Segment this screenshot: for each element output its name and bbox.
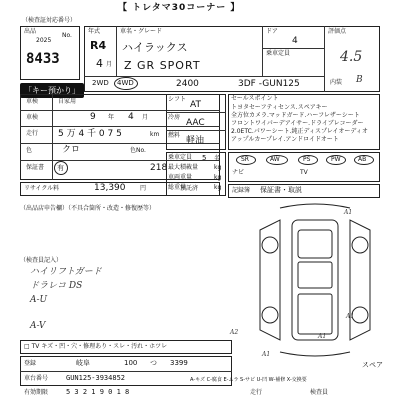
shaken-year-unit: 年 — [108, 114, 115, 121]
lot-year: 2025 — [36, 37, 52, 44]
reg-label: 登録 — [24, 360, 37, 367]
ac-value: AAC — [186, 118, 205, 128]
name-label: 車名・グレード — [120, 28, 163, 35]
drive-4wd: 4WD — [117, 79, 134, 87]
shift-value: AT — [190, 100, 201, 110]
equip-aw-label: AW — [270, 156, 280, 163]
year-value: R4 — [90, 39, 107, 52]
reg-kana: つ — [150, 359, 157, 367]
hand-note: ドラレコ DS — [30, 281, 83, 291]
interior-value: B — [356, 75, 363, 85]
lot-number: 8433 — [26, 51, 60, 67]
damage-mark: A1 — [262, 351, 271, 358]
mileage-unit: km — [150, 131, 160, 138]
weight-label: 車両重量 — [168, 174, 193, 181]
av-note: A-V — [30, 321, 46, 331]
tv-label: TV — [300, 169, 308, 176]
reg-class: 100 — [124, 359, 138, 367]
lot-no-label: No. — [62, 32, 72, 39]
door-label: ドア — [266, 28, 278, 35]
spare-label: スペア — [362, 361, 383, 369]
interior-label: 内装 — [330, 79, 343, 86]
records-box — [228, 184, 380, 198]
nav-label: ナビ — [232, 169, 245, 176]
fuel-value: 軽油 — [186, 136, 205, 146]
door-value: 4 — [292, 36, 298, 46]
page-header-title: 【 トレタマ30コーナー 】 — [118, 3, 241, 13]
month-value: 4 — [96, 57, 103, 70]
selling-point-line: 全方位カメラ.マッドガード.ハーフレザーシート — [231, 112, 360, 119]
mileage-value: 5 万 4 千 0 7 5 — [58, 129, 122, 139]
damage-mark: A1 — [346, 313, 355, 320]
damage-mark: A1 — [318, 333, 327, 340]
insurance-label: 保証書 — [26, 164, 45, 171]
chassis-label: 車台番号 — [24, 375, 49, 382]
chassis-value: GUN125-3934852 — [66, 374, 126, 382]
hand-note: ハイリフトガード — [30, 267, 102, 277]
bottom-mileage-label: 走行 — [250, 389, 263, 396]
mileage-label: 走行 — [26, 130, 39, 137]
recycle-value: 13,390 — [94, 183, 126, 193]
lot-venue-label: 出品 — [24, 28, 37, 35]
car-damage-diagram — [240, 200, 390, 370]
owner-note-label: （出品店申告欄）（不具合箇所・改造・修復歴等） — [20, 205, 156, 212]
damage-mark: A2 — [230, 329, 239, 336]
selling-point-line: アップルカープレイ.アンドロイドオート — [231, 136, 339, 143]
damage-legend: A-キズ C-腐食 E-ムラ S-サビ U-凹 W-補修 X-交換要 — [190, 377, 307, 383]
selling-point-line: トヨタセーフティセンス.スペアキー — [231, 104, 328, 111]
records-value: 保証書・取説 — [260, 186, 302, 194]
top-note: （検査証対応番号） — [22, 17, 77, 24]
hand-note: A-U — [30, 295, 48, 305]
insurance-value: 有 — [57, 164, 64, 172]
shaken-value: 自家用 — [58, 98, 77, 105]
capacity-seat-label: 乗車定員 — [168, 154, 193, 161]
reg-value: 岐阜 — [76, 359, 90, 367]
gross-label: 総重量 — [168, 184, 187, 191]
records-label: 記録簿 — [232, 187, 251, 194]
selling-points-label: セールスポイント — [231, 95, 279, 102]
ac-label: 冷房 — [168, 114, 181, 121]
drive-2wd: 2WD — [92, 79, 109, 87]
shaken-label: 車検 — [26, 98, 39, 105]
vehicle-name: ハイラックス — [122, 41, 188, 54]
color-code: 218 — [150, 163, 168, 173]
expiry-digits: 5 3 2 1 9 0 1 8 — [66, 388, 130, 396]
eval-value: 4.5 — [340, 49, 363, 65]
shaken-year: 9 — [90, 112, 96, 122]
vehicle-grade: Z GR SPORT — [124, 59, 201, 72]
damage-mark: A1 — [344, 209, 353, 216]
expiry-label: 有効期限 — [24, 389, 49, 396]
load-label: 最大積載量 — [168, 164, 199, 171]
eval-label: 評価点 — [328, 28, 347, 35]
recycle-status: 預託済 — [180, 185, 199, 192]
equip-pw-label: PW — [331, 156, 341, 163]
capacity-seat-value: 5 — [202, 154, 207, 162]
gross-unit: kg — [214, 184, 222, 191]
inspector-label: （検査員記入） — [20, 257, 63, 264]
selling-point-line: 2.0ETC.パワーシート.純正ディスプレイオーディオ — [231, 128, 368, 135]
equip-ps-label: PS — [303, 156, 311, 163]
selling-point-line: フロントワイパーデアイサー.ドライブレコーダー — [231, 120, 364, 127]
key-held-badge: 「キー預かり」 — [20, 83, 84, 98]
equip-ab-label: AB — [358, 156, 367, 163]
shaken-row-label: 車検 — [26, 114, 39, 121]
inspector-sign-label: 検査員 — [310, 389, 329, 396]
recycle-unit: 円 — [140, 185, 147, 192]
options-row-text: □ TV キズ・凹・穴・修理あり・スレ・汚れ・ホツレ — [24, 343, 168, 350]
shaken-month: 4 — [128, 112, 134, 122]
fuel-label: 燃料 — [168, 132, 181, 139]
weight-unit: kg — [214, 174, 222, 181]
shift-label: シフト — [168, 96, 187, 103]
capacity-seat-unit: 名 — [214, 155, 221, 162]
month-unit: 月 — [106, 61, 113, 68]
seat-label: 乗車定員 — [266, 50, 291, 57]
shaken-month-unit: 月 — [142, 114, 149, 121]
recycle-label: リサイクル料 — [24, 185, 60, 192]
displacement: 2400 — [176, 79, 199, 89]
year-label: 年式 — [88, 28, 101, 35]
equip-sr-label: SR — [241, 156, 249, 163]
model-code: 3DF -GUN125 — [238, 79, 300, 89]
load-unit: kg — [214, 164, 222, 171]
color-value: クロ — [62, 145, 81, 155]
color-label: 色 — [26, 147, 33, 154]
reg-number: 3399 — [170, 359, 188, 367]
color-code-label: 色No. — [130, 147, 146, 154]
